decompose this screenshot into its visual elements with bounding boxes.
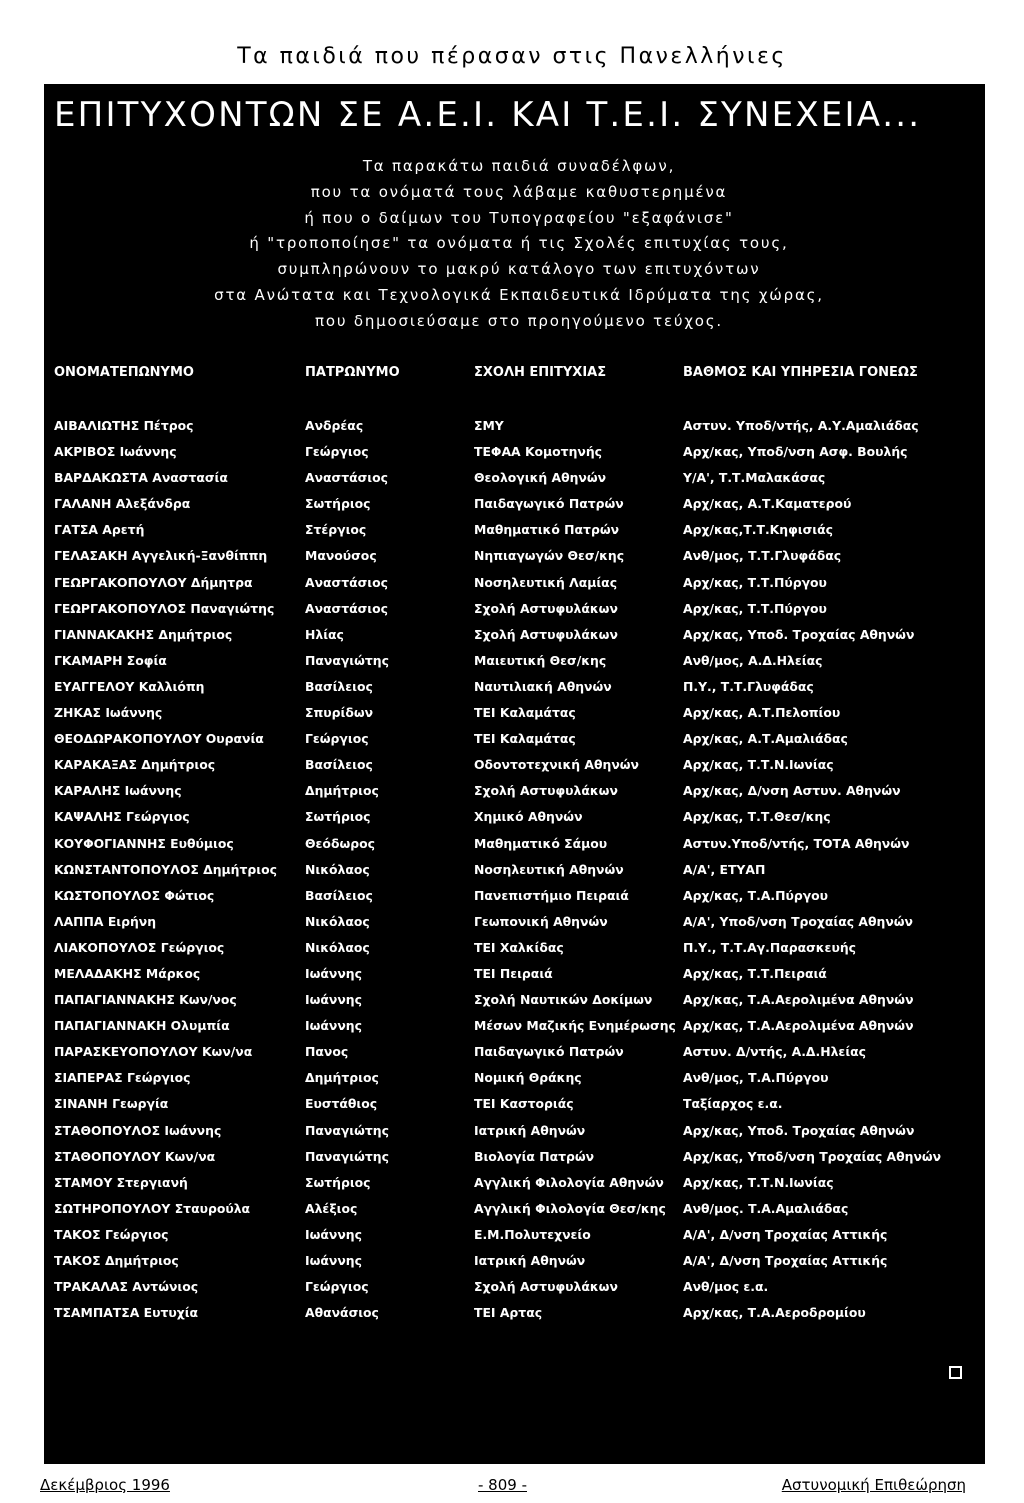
cell-patronymic: Αναστάσιος <box>305 600 388 616</box>
cell-patronymic: Ευστάθιος <box>305 1096 378 1112</box>
table-row <box>0 834 1024 860</box>
cell-name: ΓΕΩΡΓΑΚΟΠΟΥΛΟΣ Παναγιώτης <box>54 600 275 616</box>
cell-patronymic: Γεώργιος <box>305 731 369 747</box>
cell-patronymic: Ηλίας <box>305 626 344 642</box>
cell-parent-rank: Αρχ/κας, Τ.Α.Αερολιμένα Αθηνών <box>683 992 914 1008</box>
cell-school: ΤΕΙ Καστοριάς <box>474 1096 574 1112</box>
intro-line: που τα ονόματά τους λάβαμε καθυστερημένα <box>310 182 728 201</box>
cell-name: ΠΑΠΑΓΙΑΝΝΑΚΗΣ Κων/νος <box>54 992 237 1008</box>
cell-parent-rank: Ταξίαρχος ε.α. <box>683 1096 783 1112</box>
cell-parent-rank: Αρχ/κας, Α.Τ.Αμαλιάδας <box>683 731 848 747</box>
table-row <box>0 990 1024 1016</box>
cell-school: ΤΕΙ Καλαμάτας <box>474 731 576 747</box>
header-patronymic: ΠΑΤΡΩΝΥΜΟ <box>305 365 400 380</box>
cell-parent-rank: Αρχ/κας, Υποδ/νση Τροχαίας Αθηνών <box>683 1148 942 1164</box>
cell-parent-rank: Αρχ/κας, Υποδ/νση Ασφ. Βουλής <box>683 444 908 460</box>
table-row <box>0 1042 1024 1068</box>
cell-patronymic: Ιωάννης <box>305 965 362 981</box>
cell-name: ΠΑΠΑΓΙΑΝΝΑΚΗ Ολυμπία <box>54 1018 230 1034</box>
cell-school: Νηπιαγωγών Θεσ/κης <box>474 548 625 564</box>
table-row <box>0 860 1024 886</box>
cell-patronymic: Ιωάννης <box>305 1226 362 1242</box>
cell-name: ΓΕΩΡΓΑΚΟΠΟΥΛΟΥ Δήμητρα <box>54 574 253 590</box>
cell-patronymic: Παναγιώτης <box>305 1122 389 1138</box>
cell-school: Ιατρική Αθηνών <box>474 1122 586 1138</box>
intro-line: στα Ανώτατα και Τεχνολογικά Εκπαιδευτικά Ιδρύματα της χώρας, <box>214 285 824 304</box>
cell-name: ΤΡΑΚΑΛΑΣ Αντώνιος <box>54 1279 199 1295</box>
cell-school: Νομική Θράκης <box>474 1070 582 1086</box>
cell-school: Ε.Μ.Πολυτεχνείο <box>474 1226 591 1242</box>
cell-patronymic: Θεόδωρος <box>305 835 375 851</box>
cell-parent-rank: Αρχ/κας, Τ.Α.Πύργου <box>683 887 829 903</box>
cell-patronymic: Σωτήριος <box>305 496 371 512</box>
table-row <box>0 625 1024 651</box>
cell-name: ΚΑΡΑΛΗΣ Ιωάννης <box>54 783 182 799</box>
table-row <box>0 651 1024 677</box>
cell-parent-rank: Αστυν.Υποδ/ντής, ΤΟΤΑ Αθηνών <box>683 835 910 851</box>
table-row <box>0 703 1024 729</box>
cell-parent-rank: Αρχ/κας, Τ.Τ.Πειραιά <box>683 965 827 981</box>
cell-name: ΣΤΑΘΟΠΟΥΛΟΥ Κων/να <box>54 1148 216 1164</box>
table-row <box>0 1068 1024 1094</box>
cell-school: Νοσηλευτική Αθηνών <box>474 861 624 877</box>
cell-school: Σχολή Αστυφυλάκων <box>474 783 618 799</box>
cell-parent-rank: Αρχ/κας, Τ.Α.Αερολιμένα Αθηνών <box>683 1018 914 1034</box>
cell-name: ΓΕΛΑΣΑΚΗ Αγγελική-Ξανθίππη <box>54 548 268 564</box>
cell-name: ΓΙΑΝΝΑΚΑΚΗΣ Δημήτριος <box>54 626 233 642</box>
table-row <box>0 938 1024 964</box>
end-of-article-mark <box>949 1366 962 1379</box>
cell-school: ΤΕΙ Καλαμάτας <box>474 705 576 721</box>
header-school: ΣΧΟΛΗ ΕΠΙΤΥΧΙΑΣ <box>474 365 607 380</box>
table-row <box>0 1199 1024 1225</box>
cell-school: ΣΜΥ <box>474 418 504 433</box>
table-row <box>0 964 1024 990</box>
cell-school: ΤΕΦΑΑ Κομοτηνής <box>474 444 603 460</box>
cell-school: Νοσηλευτική Λαμίας <box>474 574 618 590</box>
table-row <box>0 755 1024 781</box>
table-row <box>0 1225 1024 1251</box>
cell-name: ΣΙΝΑΝΗ Γεωργία <box>54 1096 169 1112</box>
table-row <box>0 1147 1024 1173</box>
cell-school: Σχολή Αστυφυλάκων <box>474 600 618 616</box>
cell-name: ΣΙΑΠΕΡΑΣ Γεώργιος <box>54 1070 191 1086</box>
footer-page-number: - 809 - <box>478 1476 527 1494</box>
cell-parent-rank: Π.Υ., Τ.Τ.Γλυφάδας <box>683 678 814 694</box>
article-title: ΕΠΙΤΥΧΟΝΤΩΝ ΣΕ Α.Ε.Ι. ΚΑΙ Τ.Ε.Ι. ΣΥΝΕΧΕΙΑ... <box>54 95 922 135</box>
cell-parent-rank: Αρχ/κας, Τ.Τ.Ν.Ιωνίας <box>683 757 834 773</box>
cell-school: Μαθηματικό Πατρών <box>474 522 620 538</box>
table-row <box>0 442 1024 468</box>
cell-name: ΠΑΡΑΣΚΕΥΟΠΟΥΛΟΥ Κων/να <box>54 1044 253 1060</box>
cell-patronymic: Πανος <box>305 1044 349 1060</box>
cell-name: ΚΩΝΣΤΑΝΤΟΠΟΥΛΟΣ Δημήτριος <box>54 861 277 877</box>
footer-magazine: Αστυνομική Επιθεώρηση <box>781 1476 966 1494</box>
cell-parent-rank: Ανθ/μος, Τ.Α.Πύργου <box>683 1070 829 1086</box>
cell-school: Σχολή Αστυφυλάκων <box>474 626 618 642</box>
cell-parent-rank: Αρχ/κας, Τ.Τ.Πύργου <box>683 600 827 616</box>
table-row <box>0 599 1024 625</box>
cell-name: ΕΥΑΓΓΕΛΟΥ Καλλιόπη <box>54 678 205 694</box>
cell-parent-rank: Αστυν. Υποδ/ντής, Α.Υ.Αμαλιάδας <box>683 418 919 433</box>
cell-school: Μαθηματικό Σάμου <box>474 835 608 851</box>
footer-date: Δεκέμβριος 1996 <box>40 1476 170 1494</box>
intro-line: Τα παρακάτω παιδιά συναδέλφων, <box>362 157 676 175</box>
cell-parent-rank: Αρχ/κας, Τ.Τ.Θεσ/κης <box>683 809 831 825</box>
cell-patronymic: Σωτήριος <box>305 809 371 825</box>
cell-name: ΤΑΚΟΣ Δημήτριος <box>54 1253 179 1268</box>
cell-name: ΓΑΛΑΝΗ Αλεξάνδρα <box>54 496 191 512</box>
cell-school: Παιδαγωγικό Πατρών <box>474 496 624 512</box>
table-row <box>0 912 1024 938</box>
cell-parent-rank: Αρχ/κας, Δ/νση Αστυν. Αθηνών <box>683 783 901 799</box>
cell-name: ΚΩΣΤΟΠΟΥΛΟΣ Φώτιος <box>54 887 215 903</box>
intro-paragraph <box>54 154 984 335</box>
cell-school: Σχολή Ναυτικών Δοκίμων <box>474 992 653 1008</box>
cell-name: ΜΕΛΑΔΑΚΗΣ Μάρκος <box>54 965 201 981</box>
cell-name: ΤΣΑΜΠΑΤΣΑ Ευτυχία <box>54 1305 199 1321</box>
cell-school: Οδοντοτεχνική Αθηνών <box>474 757 639 773</box>
cell-school: Θεολογική Αθηνών <box>474 470 607 486</box>
cell-patronymic: Σωτήριος <box>305 1174 371 1190</box>
intro-line: που δημοσιεύσαμε στο προηγούμενο τεύχος. <box>315 311 723 330</box>
cell-name: ΖΗΚΑΣ Ιωάννης <box>54 705 163 721</box>
cell-school: Σχολή Αστυφυλάκων <box>474 1279 618 1295</box>
cell-patronymic: Παναγιώτης <box>305 652 389 668</box>
cell-school: Μαιευτική Θεσ/κης <box>474 652 607 668</box>
cell-name: ΛΙΑΚΟΠΟΥΛΟΣ Γεώργιος <box>54 939 225 955</box>
cell-school: ΤΕΙ Χαλκίδας <box>474 939 564 955</box>
cell-name: ΚΟΥΦΟΓΙΑΝΝΗΣ Ευθύμιος <box>54 835 234 851</box>
cell-patronymic: Νικόλαος <box>305 913 370 929</box>
table-header <box>0 362 1024 384</box>
cell-patronymic: Ανδρέας <box>305 418 364 433</box>
cell-patronymic: Παναγιώτης <box>305 1148 389 1164</box>
cell-patronymic: Αναστάσιος <box>305 574 388 590</box>
table-row <box>0 886 1024 912</box>
table-row <box>0 807 1024 833</box>
cell-school: ΤΕΙ Πειραιά <box>474 965 553 981</box>
cell-name: ΚΑΡΑΚΑΞΑΣ Δημήτριος <box>54 757 216 773</box>
cell-name: ΣΩΤΗΡΟΠΟΥΛΟΥ Σταυρούλα <box>54 1200 251 1216</box>
intro-line: ή που ο δαίμων του Τυπογραφείου "εξαφάνισε" <box>304 208 734 227</box>
table-row <box>0 1016 1024 1042</box>
cell-school: Αγγλική Φιλολογία Θεσ/κης <box>474 1200 666 1216</box>
cell-parent-rank: Αρχ/κας, Υποδ. Τροχαίας Αθηνών <box>683 1122 915 1138</box>
table-row <box>0 1121 1024 1147</box>
cell-school: Ναυτιλιακή Αθηνών <box>474 678 612 694</box>
cell-name: ΑΚΡΙΒΟΣ Ιωάννης <box>54 444 177 460</box>
pre-title: Τα παιδιά που πέρασαν στις Πανελλήνιες <box>0 42 1024 72</box>
intro-line: ή "τροποποίησε" τα ονόματα ή τις Σχολές επιτυχίας τους, <box>249 234 789 253</box>
cell-name: ΓΑΤΣΑ Αρετή <box>54 522 145 538</box>
cell-patronymic: Βασίλειος <box>305 757 373 773</box>
table-row <box>0 1251 1024 1277</box>
cell-parent-rank: Αρχ/κας, Α.Τ.Καματερού <box>683 496 852 512</box>
table-row <box>0 1094 1024 1120</box>
intro-line: συμπληρώνουν το μακρύ κατάλογο των επιτυχόντων <box>277 260 761 279</box>
cell-name: ΘΕΟΔΩΡΑΚΟΠΟΥΛΟΥ Ουρανία <box>54 731 264 747</box>
table-row <box>0 520 1024 546</box>
cell-name: ΚΑΨΑΛΗΣ Γεώργιος <box>54 809 190 825</box>
cell-patronymic: Αναστάσιος <box>305 470 388 486</box>
cell-patronymic: Ιωάννης <box>305 1018 362 1034</box>
header-name: ΟΝΟΜΑΤΕΠΩΝΥΜΟ <box>54 365 194 380</box>
cell-parent-rank: Υ/Α', Τ.Τ.Μαλακάσας <box>683 470 826 486</box>
table-row <box>0 1173 1024 1199</box>
cell-patronymic: Στέργιος <box>305 522 367 538</box>
cell-patronymic: Βασίλειος <box>305 678 373 694</box>
table-row <box>0 1277 1024 1303</box>
cell-patronymic: Γεώργιος <box>305 1279 369 1295</box>
table-row <box>0 677 1024 703</box>
cell-patronymic: Μανούσος <box>305 548 377 564</box>
cell-name: ΣΤΑΜΟΥ Στεργιανή <box>54 1174 188 1190</box>
table-row <box>0 468 1024 494</box>
table-row <box>0 546 1024 572</box>
cell-school: Αγγλική Φιλολογία Αθηνών <box>474 1174 664 1190</box>
cell-parent-rank: Ανθ/μος, Τ.Τ.Γλυφάδας <box>683 548 842 564</box>
cell-school: Χημικό Αθηνών <box>474 809 583 825</box>
table-row <box>0 416 1024 442</box>
cell-patronymic: Δημήτριος <box>305 1070 379 1086</box>
cell-parent-rank: Ανθ/μος ε.α. <box>683 1279 769 1295</box>
cell-parent-rank: Α/Α', Δ/νση Τροχαίας Αττικής <box>683 1253 888 1268</box>
cell-parent-rank: Αστυν. Δ/ντής, Α.Δ.Ηλείας <box>683 1044 867 1060</box>
cell-parent-rank: Ανθ/μος, Α.Δ.Ηλείας <box>683 652 823 668</box>
cell-school: ΤΕΙ Αρτας <box>474 1305 543 1321</box>
page-footer <box>0 1475 1024 1499</box>
table-row <box>0 781 1024 807</box>
cell-patronymic: Ιωάννης <box>305 1253 362 1268</box>
cell-patronymic: Ιωάννης <box>305 992 362 1008</box>
cell-parent-rank: Αρχ/κας, Τ.Α.Αεροδρομίου <box>683 1305 866 1321</box>
cell-parent-rank: Π.Υ., Τ.Τ.Αγ.Παρασκευής <box>683 939 856 955</box>
cell-patronymic: Γεώργιος <box>305 444 369 460</box>
results-table <box>0 416 1024 1329</box>
cell-parent-rank: Αρχ/κας, Τ.Τ.Πύργου <box>683 574 827 590</box>
cell-parent-rank: Α/Α', Δ/νση Τροχαίας Αττικής <box>683 1226 888 1242</box>
cell-parent-rank: Α/Α', Υποδ/νση Τροχαίας Αθηνών <box>683 913 913 929</box>
cell-name: ΒΑΡΔΑΚΩΣΤΑ Αναστασία <box>54 470 228 486</box>
cell-patronymic: Αθανάσιος <box>305 1305 379 1321</box>
cell-name: ΣΤΑΘΟΠΟΥΛΟΣ Ιωάννης <box>54 1122 222 1138</box>
cell-parent-rank: Ανθ/μος. Τ.Α.Αμαλιάδας <box>683 1200 849 1216</box>
cell-patronymic: Νικόλαος <box>305 939 370 955</box>
cell-parent-rank: Αρχ/κας, Α.Τ.Πελοπίου <box>683 705 841 721</box>
cell-parent-rank: Αρχ/κας, Τ.Τ.Ν.Ιωνίας <box>683 1174 834 1190</box>
table-row <box>0 729 1024 755</box>
table-row <box>0 573 1024 599</box>
cell-patronymic: Αλέξιος <box>305 1200 358 1216</box>
table-row <box>0 494 1024 520</box>
cell-name: ΑΙΒΑΛΙΩΤΗΣ Πέτρος <box>54 418 194 433</box>
cell-name: ΤΑΚΟΣ Γεώργιος <box>54 1226 169 1242</box>
cell-school: Γεωπονική Αθηνών <box>474 913 608 929</box>
header-parent-rank: ΒΑΘΜΟΣ ΚΑΙ ΥΠΗΡΕΣΙΑ ΓΟΝΕΩΣ <box>683 365 918 380</box>
cell-parent-rank: Α/Α', ΕΤΥΑΠ <box>683 861 766 877</box>
cell-patronymic: Βασίλειος <box>305 887 373 903</box>
cell-parent-rank: Αρχ/κας, Υποδ. Τροχαίας Αθηνών <box>683 626 915 642</box>
cell-school: Παιδαγωγικό Πατρών <box>474 1044 624 1060</box>
cell-school: Μέσων Μαζικής Ενημέρωσης <box>474 1018 676 1034</box>
cell-name: ΛΑΠΠΑ Ειρήνη <box>54 913 157 929</box>
cell-patronymic: Νικόλαος <box>305 861 370 877</box>
cell-name: ΓΚΑΜΑΡΗ Σοφία <box>54 652 167 668</box>
table-row <box>0 1303 1024 1329</box>
cell-school: Πανεπιστήμιο Πειραιά <box>474 887 629 903</box>
cell-parent-rank: Αρχ/κας,Τ.Τ.Κηφισιάς <box>683 522 833 538</box>
cell-patronymic: Δημήτριος <box>305 783 379 799</box>
cell-school: Βιολογία Πατρών <box>474 1148 595 1164</box>
cell-school: Ιατρική Αθηνών <box>474 1253 586 1268</box>
cell-patronymic: Σπυρίδων <box>305 705 374 721</box>
